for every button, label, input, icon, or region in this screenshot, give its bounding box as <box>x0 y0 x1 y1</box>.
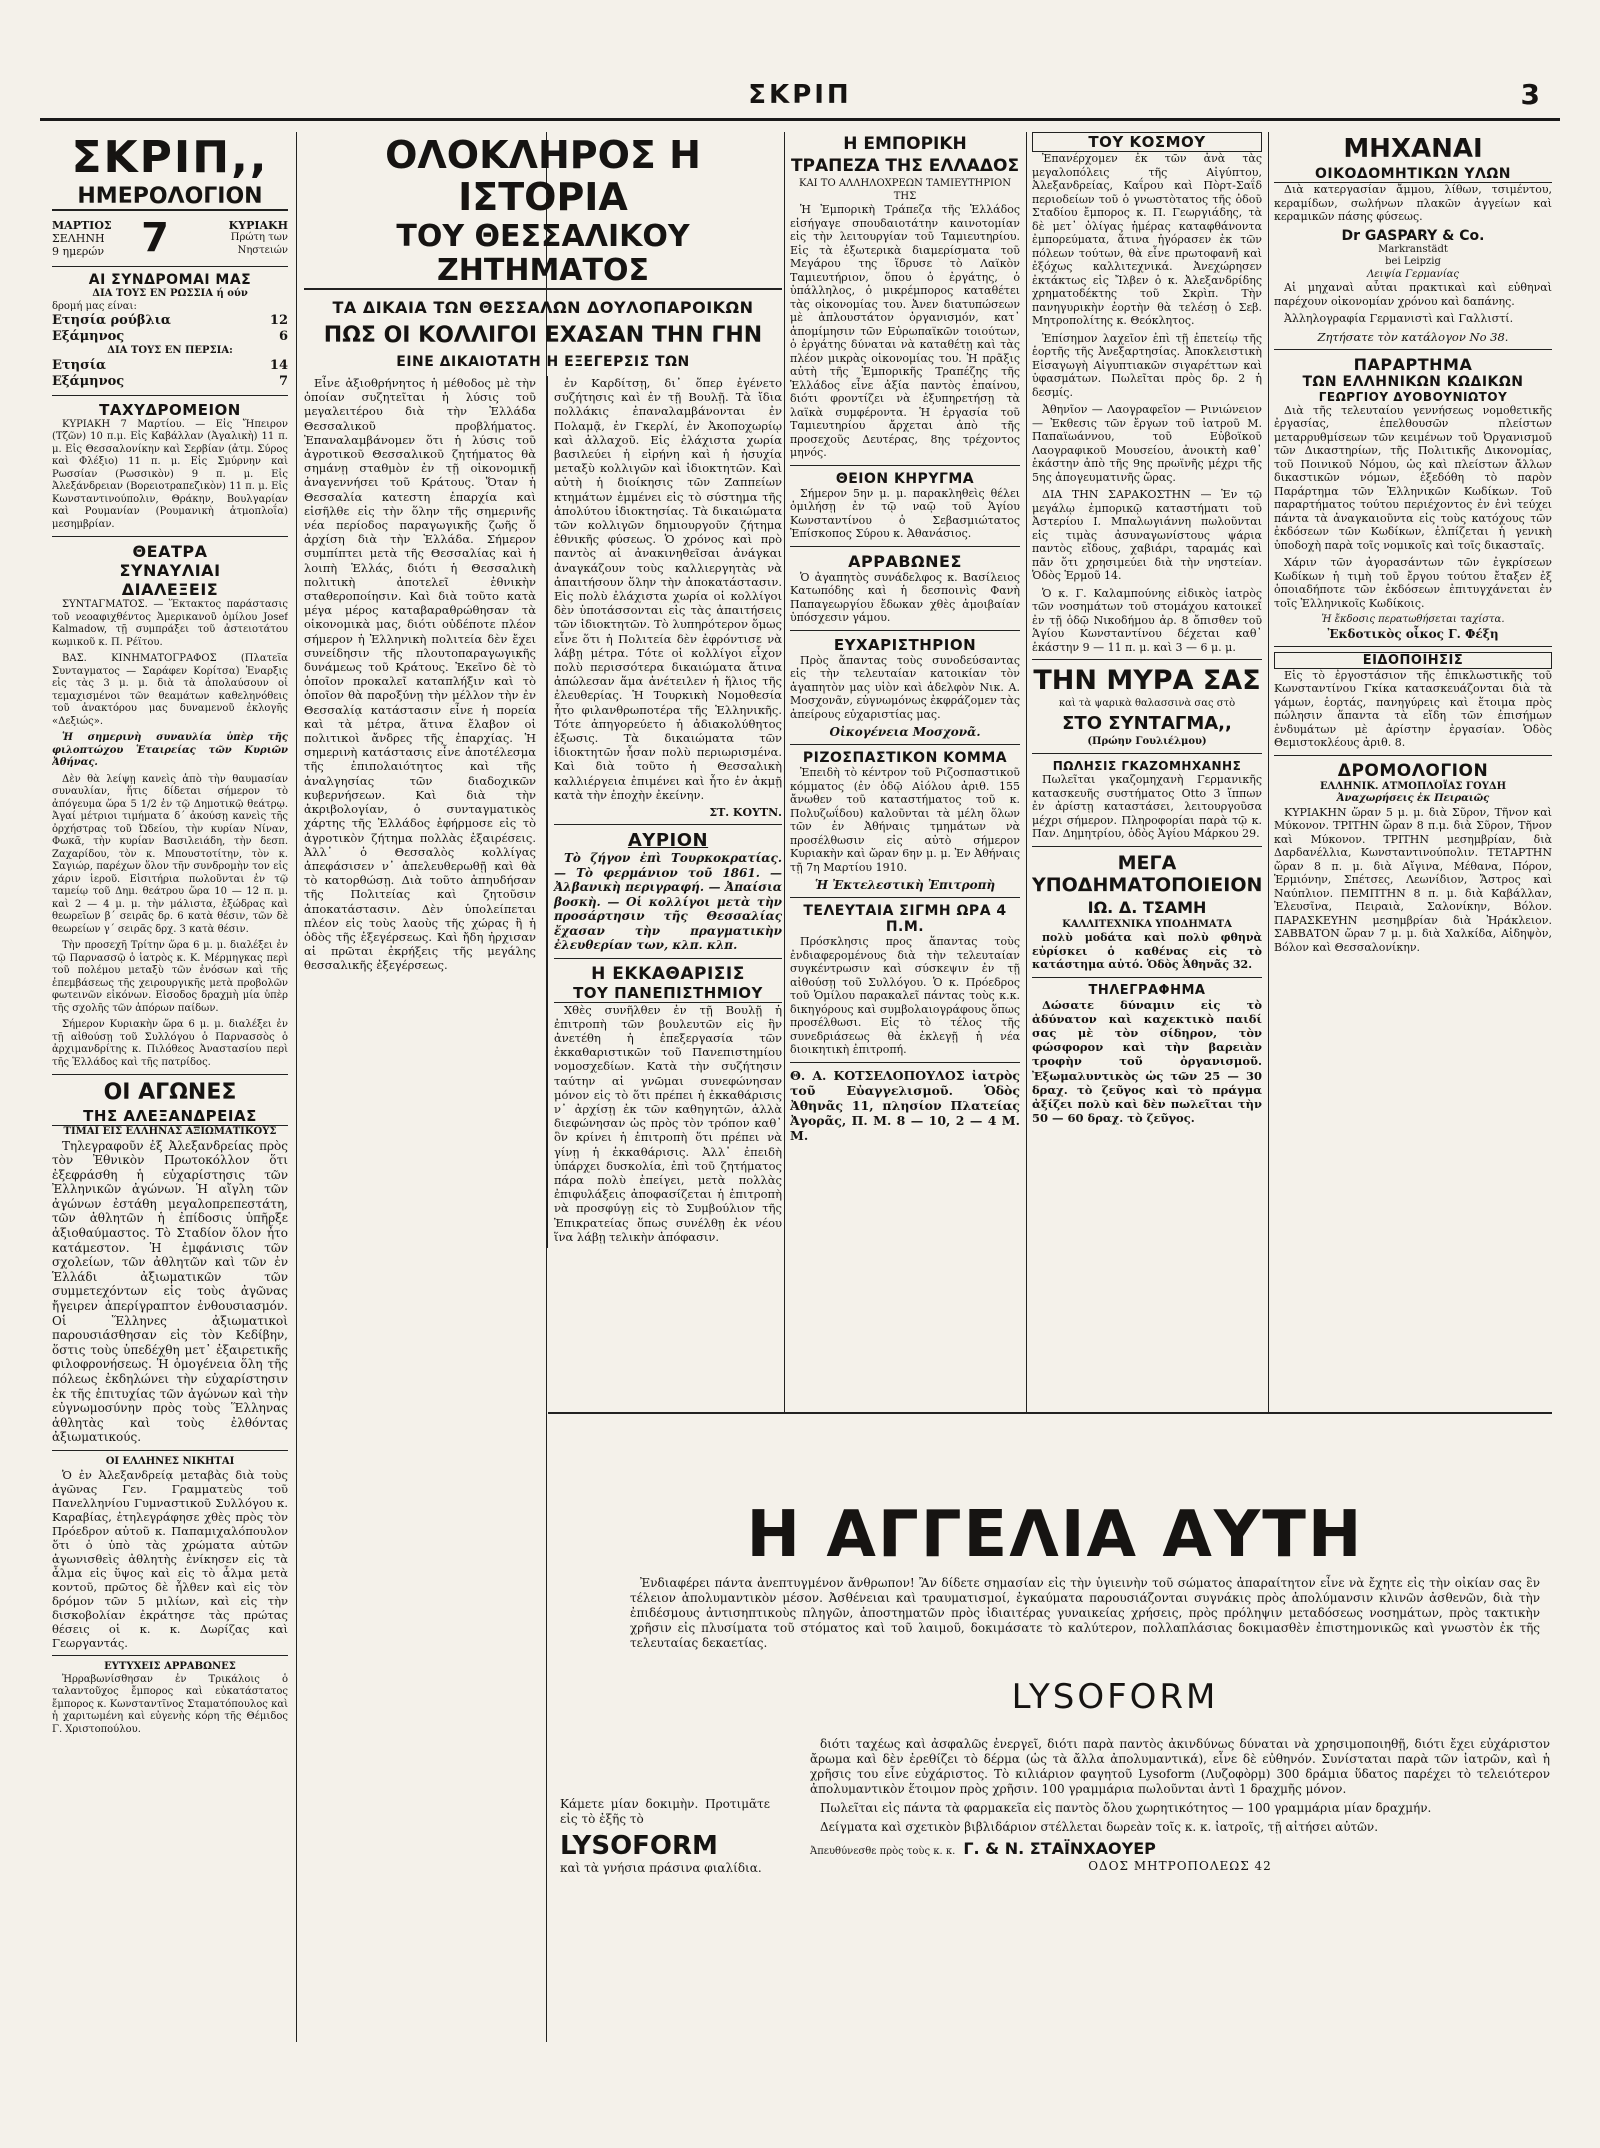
university-heading-sub: ΤΟΥ ΠΑΝΕΠΙΣΤΗΜΙΟΥ <box>554 984 782 1003</box>
games-text: Τηλεγραφοῦν ἐξ Ἀλεξανδρείας πρὸς τὸν Ἐθνικὸν Πρωτοκόλλον ὅτι ἐξεφράσθη ἡ εὐχαρίστησις τῶν Ἐλληνικῶν ἀγώνων. Ἡ αἴγλη τῶν ἀγώνων ἐστάθη μεγαλοπρεπεστάτη, τῶν ἀθλητῶν ἡ ἐπίδοσις ὑπῆρξε ἀξιοθαύμαστος. Τὸ Σταδίον ὅλον ἦτο κατάμεστον. Ἡ ἐμφάνισις τῶν σχολείων, τῶν ἀθλητῶν καὶ τῶν ἐν Ἑλλάδι ἀξιωματικῶν τῶν συμμετεχόντων εἰς τοὺς ἀγῶνας ἤγειρεν ἀπερίγραπτον ἐνθουσιασμόν. Οἱ Ἕλληνες ἀξιωματικοὶ παρουσιάσθησαν εἰς τὸν Κεδίβην, ὅστις τοὺς ὑπεδέχθη μετ᾿ ἐξαιρετικῆς φιλοφρονήσεως. Ἡ ὁμογένεια ὅλη τῆς πόλεως ἐκδηλώνει τὴν εὐχαρίστησιν ἐκ τῆς ἐπιτυχίας τῶν ἀγώνων καὶ τὴν εὐγνωμοσύνην πρὸς τοὺς Ἕλληνας ἀθλητὰς καὶ τοὺς ἐλθόντας ἀξιωματικούς. <box>52 1138 288 1445</box>
almanac-heading: ΗΜΕΡΟΛΟΓΙΟΝ <box>52 184 288 211</box>
machines-text: Διὰ κατεργασίαν ἄμμου, λίθων, τσιμέντου, κεραμίδων, σωλήνων πλακῶν ἀγγείων καὶ κεραμικῶν πάσης φύσεως. <box>1274 183 1552 223</box>
appendix-note: Χάριν τῶν ἀγορασάντων τῶν ἐγκρίσεων Κωδίκων ἡ τιμὴ τοῦ ἔργου τούτου ἔταξεν ἐξ ὁποιαδήποτε τῶν ἐκδόσεων ἐπιτυγχάνεται ἐν τοῖς Ἑλληνικοῖς Κωδίκοις. <box>1274 556 1552 610</box>
thanks-text: Πρὸς ἅπαντας τοὺς συνοδεύσαντας εἰς τὴν τελευταίαν κατοικίαν τὸν ἀγαπητὸν μας υἱὸν καὶ ἀδελφὸν Νικ. Α. Μοσχονᾶν, εὐγνωμόνως ἐκφράζομεν τὰς ἀπείρους εὐχαριστίας μας. <box>790 653 1020 721</box>
agency-text: ΔΙΑ ΤΗΝ ΣΑΡΑΚΟΣΤΗΝ — Ἐν τῷ μεγάλῳ ἐμπορικῷ καταστήματι τοῦ Ἀστερίου Ι. Μπαλωγιάννη πωλοῦνται εἰς τιμὰς ἀσυναγωνίστους ψάρια παντὸς εἴδους, χαβιάρι, ταραμάς καὶ πᾶν ὅτι χρησιμεύει διὰ τὴν νηστείαν. Ὁδὸς Ἑρμοῦ 14. <box>1032 488 1262 582</box>
appendix-author: ΓΕΩΡΓΙΟΥ ΔΥΟΒΟΥΝΙΩΤΟΥ <box>1318 389 1508 404</box>
syntagma-text: ΣΥΝΤΑΓΜΑΤΟΣ. — Ἕκτακτος παράστασις τοῦ νεοαφιχθέντος Ἀμερικανοῦ ὁμίλου Josef Kalmadow, τῇ συμπράξει τοῦ ἀστειοτάτου κωμικοῦ κ. Π. Ρέϊτου. <box>52 599 288 648</box>
ad-try-text: Κάμετε μίαν δοκιμὴν. Προτιμᾶτε εἰς τὸ ἐξῆς τὸ <box>560 1797 770 1826</box>
engagements-text: Ἠρραβωνίσθησαν ἐν Τρικάλοις ὁ ταλαντοῦχος ἔμπορος καὶ εὐκατάστατος ἔμπορος κ. Κωνσταντῖνος Σταματόπουλος καὶ ἡ χαριτωμένη καὶ εὐγενὴς κόρη τῆς Θέμιδος Γ. Χριστοπούλου. <box>52 1673 288 1735</box>
sale-text: Δώσατε δύναμιν εἰς τὸ ἀδύνατον καὶ καχεκτικὸ παιδί σας μὲ τὸν σίδηρον, τὸν φώσφορον καὶ τὴν βαρειὰν τροφὴν τοῦ ὀργανισμοῦ. Ἐξωμαλυντικὸς ὡς τῶν 25 — 30 δραχ. τὸ ζεῦγος καὶ τὸ πράγμα ἀξίζει πολὺ καὶ δὲν πωλεῖται τὴν 50 — 60 δραχ. τὸ ζεῦγος. <box>1032 997 1262 1126</box>
column-rule <box>296 132 297 2042</box>
myra-heading: ΤΗΝ ΜΥΡΑ ΣΑΣ <box>1033 665 1261 696</box>
concert-heading: Ἡ σημερινὴ συναυλία ὑπὲρ τῆς φιλοπτώχου Ἑταιρείας τῶν Κυριῶν Ἀθήνας. <box>52 732 288 768</box>
dress-text: Ἐπίσημον λαχεῖον ἐπὶ τῇ ἐπετείῳ τῆς ἑορτῆς τῆς Ἀνεξαρτησίας. Ἀποκλειστικὴ Εἰσαγωγὴ Αἰγυπτιακῶν σιγαρέττων καὶ ὑφασμάτων. Πωλεῖται πρὸς δρ. 2 ἡ δεσμίς. <box>1032 331 1262 399</box>
post-text: ΚΥΡΙΑΚΗ 7 Μαρτίου. — Εἰς Ἤπειρον (Τζῶν) 10 π.μ. Εἰς Καβάλλαν (Ἀγαλικὴ) 11 π. μ. Εἰς Θεσσαλονίκην καὶ Σερβίαν (ἀτμ. Σύρος καὶ Φλέξιο) 11 π. μ. Εἰς Σμύρνην καὶ Ρωσσίαν (Ρωσσικὸν) 9 π. μ. Εἰς Ἀλεξάνδρειαν (Βορειοτραπεζικὸν) 11 π. μ. Εἰς Κωνσταντινούπολιν, Θράκην, Βουλγαρίαν καὶ Ρουμανίαν (Ρουμανικὴ ἀτμοπλοΐα) μεσημβρίαν. <box>52 418 288 530</box>
myra-heading-sub: ΣΤΟ ΣΥΝΤΑΓΜΑ,, <box>1062 712 1232 734</box>
engagements-heading: ΕΥΤΥΧΕΙΣ ΑΡΡΑΒΩΝΕΣ <box>104 1661 236 1673</box>
ad-body-2: Πωλεῖται εἰς πάντα τὰ φαρμακεῖα εἰς παντὸς ὄλου χωρητικότητος — 100 γραμμάρια μίαν δραχμήν. <box>820 1801 1432 1815</box>
route-text: ΚΥΡΙΑΚΗΝ ὥραν 5 μ. μ. διὰ Σῦρον, Τῆνον καὶ Μύκονον. ΤΡΙΤΗΝ ὥραν 8 π.μ. διὰ Σῦρον, Τῆνον καὶ Μύκονον. ΤΡΙΤΗΝ μεσημβρίαν, διὰ Δαρδανέλλια, Κωνσταντινούπολιν. ΤΕΤΑΡΤΗΝ ὥραν 8 π. μ. διὰ Αἴγινα, Μέθανα, Πόρον, Ἑρμιόνην, Σπέτσες, Λεωνίδιον, Ἄστρος καὶ Ναύπλιον. ΠΕΜΠΤΗΝ 8 π. μ. διὰ Καβάλλαν, Ἐλευσῖνα, Πειραιὰ, Σαλονίκην, Βόλον. ΠΑΡΑΣΚΕΥΗΝ μεσημβρίαν διὰ Ἠράκλειον. ΣΑΒΒΑΤΟΝ ὥραν 7 μ. μ. διὰ Χαλκίδα, Αἰδηψὸν, Βόλον καὶ Θεσσαλονίκην. <box>1274 805 1552 954</box>
column-machines <box>1274 132 1552 1402</box>
article-headline-4: ΠΩΣ ΟΙ ΚΟΛΛΙΓΟΙ ΕΧΑΣΑΝ ΤΗΝ ΓΗΝ <box>323 323 763 348</box>
theatres-heading: ΘΕΑΤΡΑ <box>132 542 208 561</box>
almanac-box <box>52 215 288 261</box>
concert-text: Δὲν θὰ λείψῃ κανεὶς ἀπὸ τὴν θαυμασίαν συναυλίαν, ἥτις δίδεται σήμερον τὸ ἀπόγευμα ὥρα 5 1/2 ἐν τῷ Δημοτικῷ θεάτρῳ. Ἀγαί μέτριοι τιμήματα δ´ ἀκούσῃ κανεὶς τῆς ὀρχήστρας τοῦ Ὠδείου, τὴν κυρίαν Νίναν, Φωκᾶ, τὴν κυρίαν Βασιλειάδη, τὴν δεσπ. Ζαχαρίδου, τὸν κ. Μπουστοτίτην, τὸν κ. Σαγιώρ, παρέχων ὅλον τῆν συνδρομὴν τον εἰς χάριν ἱεροῦ. Εἰσιτήρια πωλοῦνται ἐν τῷ ταμείῳ τοῦ Δημ. θεάτρου ὥρα 10 — 12 π. μ. καὶ 2 — 4 μ. μ. τὴν μάλιστα, ἐξώδρας καὶ θεωρεῖων β´ σειρᾶς δρ. 6 κατὰ θέσιν, τῶν δὲ θεωρείων γ´ σειρᾶς δρχ. 3 κατὰ θέσιν. <box>52 773 288 935</box>
myra-text: καὶ τὰ ψαρικὰ θαλασσινὰ σας στὸ <box>1058 698 1236 709</box>
games-heading: ΟΙ ΑΓΩΝΕΣ <box>103 1080 237 1105</box>
thessaly-signature: ΣΤ. ΚΟΥΤΝ. <box>709 806 782 820</box>
ad-intro: Ἐνδιαφέρει πάντα ἀνεπτυγμένον ἄνθρωπον! Ἂν δίδετε σημασίαν εἰς τὴν ὑγιεινὴν τοῦ σώματος ἀπαραίτητον εἶνε νὰ ἔχητε εἰς τὴν οἰκίαν σας ἓν τέλειον ἀπολυμαντικὸν μέσον. Ἀσθένειαι καὶ τραυματισμοί, ἐγκαύματα παρουσιάζονται συγνάκις πρὸς ἀπολύμανσιν κλινῶν ἀσθενῶν, διὰ τὴν ἐπιδέσμους ἀντισηπτικοὺς πληγῶν, ἀποστηματῶν πρὸς ἰδιαιτέρας γυναικείας χρήσεις, πρὸς πρόληψιν μεταδόσεως νοσημάτων, πρὸς τακτικὴν χρῆσιν εἰς πλυσίματα τοῦ στόματος καὶ τοῦ λαιμοῦ, δοκιμάσατε τὸ καλύτερον, πολλαπλάσιας δοκιμασθὲν ἐπιστημονικῶς καὶ γνωστὸν ἐκ τῆς τελευταίας δεκαετίας. <box>630 1576 1540 1650</box>
sale-heading: ΤΗΛΕΓΡΑΦΗΜΑ <box>1088 982 1206 998</box>
ad-samples: Δείγματα καὶ σχετικὸν βιβλιδάριον στέλλεται δωρεὰν τοῖς κ. κ. ἰατροῖς, τῇ αἰτήσει αὐτῶν. <box>820 1820 1379 1834</box>
article-headline-5: ΕΙΝΕ ΔΙΚΑΙΟΤΑΤΗ Η ΕΞΕΓΕΡΣΙΣ ΤΩΝ <box>396 354 690 370</box>
column-rule <box>784 132 785 1412</box>
games-heading-sub: ΤΗΣ ΑΛΕΞΑΝΔΡΕΙΑΣ <box>52 1107 288 1126</box>
ad-headline: Η ΑΓΓΕΛΙΑ ΑΥΤΗ <box>746 1498 1364 1572</box>
masthead <box>40 78 1560 121</box>
catalogue-text: Ζητήσατε τὸν κατάλογον No 38. <box>1317 329 1509 344</box>
divine-heading: ΘΕΙΟΝ ΚΗΡΥΓΜΑ <box>835 470 975 487</box>
appendix-sub: ΤΩΝ ΕΛΛΗΝΙΚΩΝ ΚΩΔΙΚΩΝ <box>1302 373 1524 390</box>
machines-heading: ΜΗΧΑΝΑΙ <box>1343 134 1483 164</box>
route-heading: ΔΡΟΜΟΛΟΓΙΟΝ <box>1337 760 1489 781</box>
column-rule <box>1026 132 1027 1412</box>
almanac-days: 9 ημερών <box>52 244 105 258</box>
column-almanac <box>52 132 288 2092</box>
bank-text: Ἡ Ἐμπορικὴ Τράπεζα τῆς Ἑλλάδος εἰσήγαγε σπουδαιοτάτην καινοτομίαν εἰς τὴν λειτουργίαν τοῦ Ταμιευτηρίου. Εἰς τὰ ἐξωτερικὰ διαμερίσματα τοῦ Μεγάρου της ἵδρυσε τὸ Λαϊκὸν Ταμιευτήριον, ὅπου ὁ ἐργάτης, ὁ ὑπάλληλος, ὁ μικρέμπορος καταθέτει τὰς οἰκονομίας του. Ἀνεν διατυπώσεων μὲ ἀπλουστάτον ὀργανισμόν, κατ᾿ ἀπομίμησιν τῶν Εὐρωπαϊκῶν τοιούτων, ὁ ἐργάτης δύναται νὰ καταθέτῃ καὶ τὰς πλέον μικρὰς οἰκονομίας του. Ἡ πρᾶξις αὐτὴ τῆς Ἐμπορικῆς Τραπέζης τῆς Ἑλλάδος εἶνε ἀξία παντὸς ἐπαίνου, διότι φροντίζει νὰ ἐξυπηρετήσῃ τὰ λαϊκὰ συμφέροντα. Ἡ ἐργασία τοῦ Ταμιευτηρίου ἄρχεται ἀπὸ τῆς προσεχοῦς Δευτέρας, 8ης τρέχοντος μηνός. <box>790 203 1020 459</box>
column-title: ΣΚΡΙΠ,, <box>71 132 269 183</box>
ad-body: διότι ταχέως καὶ ἀσφαλῶς ἐνεργεῖ, διότι παρὰ παντὸς ἀκινδύνως δύναται νὰ χρησιμοποιηθῇ, διότι ἔχει εὐχάριστον ἄρωμα καὶ δὲν ἐρεθίζει τὸ δέρμα (ὡς τὰ ἄλλα ἀπολυμαντικά), εἶνε δὲ εὐθηνόν. Συνίσταται παρὰ τῶν ἰατρῶν, καὶ ἡ χρῆσις του εἶνε εὐχάριστος. Τὸ κιλιάριον φαγητοῦ Lysoform (Λυζοφὸρμ) 300 δράμια ὕδατος παρέχει τὸ τελειότερον ἀπολυμαντικὸν ἕτοιμον πρὸς χρῆσιν. 100 γραμμάρια πωλοῦνται ἀντὶ 1 δραχμῆς μόνον. <box>810 1737 1550 1796</box>
thanks-heading: ΕΥΧΑΡΙΣΤΗΡΙΟΝ <box>833 635 977 654</box>
doctor-text: Θ. Α. ΚΟΤΣΕΛΟΠΟΥΛΟΣ ἰατρὸς τοῦ Εὐαγγελισμοῦ. Ὁδὸς Ἀθηνᾶς 11, πλησίον Πλατείας Ἀγορᾶς, Π. Μ. 8 — 10, 2 — 4 Μ. Μ. <box>790 1067 1020 1143</box>
greek-text: Πωλεῖται γκαζομηχανὴ Γερμανικῆς κατασκευῆς συστήματος Otto 3 ἵππων ἐν ἀρίστῃ καταστάσει, λειτουργοῦσα μέχρι σήμερον. Πληροφορίαι παρὰ τῷ κ. Παν. Δημητρίου, ὁδὸς Ἁγίου Μάρκου 29. <box>1032 773 1262 840</box>
shoe-heading: ΜΕΓΑ ΥΠΟΔΗΜΑΤΟΠΟΙΕΙΟΝ <box>1032 851 1262 896</box>
machines-sub: ΟΙΚΟΔΟΜΗΤΙΚΩΝ ΥΛΩΝ <box>1274 166 1552 183</box>
lectures-heading: ΔΙΑΛΕΞΕΙΣ <box>121 580 219 599</box>
myra-owner: (Πρώην Γουλιέλμου) <box>1087 735 1207 747</box>
route-sub: ΕΛΛΗΝΙΚ. ΑΤΜΟΠΛΟΪΑΣ ΓΟΥΔΗ <box>1319 780 1507 792</box>
appendix-text: Διὰ τῆς τελευταίου γεννήσεως νομοθετικῆς ἐργασίας, ἐπελθουσῶν πλείστων μεταρρυθμίσεων τῶν κειμένων τοῦ Ὀργανισμοῦ τῶν Δικαστηρίων, τῆς Πολιτικῆς Δικονομίας, τοῦ Ποινικοῦ Νόμου, ὡς καὶ πλείστων ἄλλων δικαστικῶν νόμων, ἐξεδόθη τὸ παρὸν Παράρτημα τῶν Ἑλληνικῶν Κωδίκων. Τοῦ παραρτήματος τούτου περιέχοντος ἐν ἑνὶ τεύχει πάντα τὰ ἀναγκαιοῦντα εἰς τοὺς κατόχους τῶν ἐκδόσεων τῶν Κωδίκων, ἐλπίζεται ἡ γενικὴ ὑποδοχὴ παρὰ τοῖς νομικοῖς καὶ τοῖς δικασταῖς. <box>1274 403 1552 552</box>
notices-text: Εἰς τὸ ἐργοστάσιον τῆς ἐπικλωστικῆς τοῦ Κωνσταντίνου Γκίκα κατασκευάζονται διὰ τὰ γάμων, ἑορτάς, πανηγύρεις καὶ ἕτοιμα πρὸς πώλησιν ἅπαντα τὰ εἴδη τῶν ἐπισήμων ἐνδυμάτων μὲ ἀρίστην ἐργασίαν. Ὁδὸς Θεμιστοκλέους ἀριθ. 8. <box>1274 668 1552 749</box>
subs-russia-sub: δρομή μας είναι: <box>52 300 137 312</box>
almanac-day-number: 7 <box>141 215 169 261</box>
thanks-signature: Οἰκογένεια Μοσχονᾶ. <box>829 725 981 739</box>
page-number: 3 <box>1520 78 1540 111</box>
lecture-text: Τὴν προσεχῆ Τρίτην ὥρα 6 μ. μ. διαλέξει ἐν τῷ Παρνασσῷ ὁ ἰατρὸς κ. Κ. Μέρμηγκας περὶ τοῦ πολέμου μεταξὺ τῶν ἐνόσων καὶ τῆς ἐπεμβάσεως τῆς χειρουργικῆς μετὰ προβολῶν φωτεινῶν εἰκόνων. Εἰσοδος δραχμὴ μία ὑπὲρ τῆς σχολῆς τῶν ἀπόρων παίδων. <box>52 940 288 1014</box>
subs-row: Ετησία ρούβλια 12 <box>52 313 288 328</box>
thessaly-text-left: Εἶνε ἀξιοθρήνητος ἡ μέθοδος μὲ τὴν ὁποίαν συζητεῖται ἡ λύσις τοῦ μεγαλειτέρου διὰ τὴν Ἑλλάδα Θεσσαλικοῦ προβλήματος. Ἐπαναλαμβάνομεν ὅτι ἡ λύσις τοῦ ἀγροτικοῦ Θεσσαλικοῦ ζητήματος θὰ σημάνῃ σταθμὸν ἐν τῇ οἰκονομικῇ ἀναγεννήσει τοῦ Κράτους. Ὅταν ἡ Θεσσαλία κατεστη ἐπαρχία καὶ εἰσῆλθε εἰς τὴν ὅλην τῆς σημερινῆς νέα περίοδος παραγωγικῆς ζωῆς ὅ ἀρχίση διὰ τὴν Ἑλλάδα. Σήμερον συμπίπτει μετὰ τῆς Θεσσαλίας καὶ ἡ λοιπὴ Ἑλλάς, διότι ἡ Θεσσαλικὴ πολιτικὴ ἀποτελεῖ ἐθνικὴν σταθεροποίησιν. Καὶ διὰ τοῦτο κατὰ μέγα μέρος καταβαραθρώθησαν τὰ οἰκονομικὰ μας, διότι οὐδέποτε πλέον σήμερον ἡ Ἑλληνικὴ πολιτεία δὲν ἔχει συνείδησιν τῆς πλουτοπαραγωγικῆς δυνάμεως τοῦ Κράτους. Ἐκεῖνο δὲ τὸ ὁποῖον προκαλεῖ καταπλήξιν καὶ τὸ ὁποῖον θὰ παροξύνῃ τὴν μέλλον τὴν ἐν Θεσσαλίᾳ κατάστασιν εἶνε ἡ πορεία καὶ τὰ μέτρα, ἅτινα ἔλαβον οἱ πολιτικοὶ ἄνδρες τῆς ἐπαρχίας. Ἡ σημερινὴ κατάστασις εἶνε ἀποτέλεσμα τῆς ἐπιπολαιότητος καὶ τῆς ἀναλγησίας τῶν διαδοχικῶν κυβερνήσεων. Καὶ διὰ τὴν ἀκριβολογίαν, ὁ συνταγματικὸς χάρτης τῆς Ἑλλάδος ἐφήρμοσε εἰς τὸ ἀγροτικὸν ζήτημα πολλὰς ἐξαιρέσεις. Ἀλλ᾿ ὁ Θεσσαλὸς κολλίγας ἀπεφάσισεν ν᾿ ἀπελευθερωθῇ καὶ θὰ τὸ κατορθώσῃ. Διὰ τοῦτο ἀπηυδήσαν τῆς Πολιτείας καὶ ζητοῦσιν ἀποκατάστασιν. Δὲν ὑπολείπεται πλέον εἰς τοὺς λαοὺς τῆς χώρας ἢ ἡ ὁδὸς τῆς ἐξεγέρσεως. Καὶ ἤδη ἠρχισαν αἱ πρῶται ἐκρήξεις τῆς μεγάλης θεσσαλικῆς ἐξεγέρσεως. <box>304 376 536 973</box>
ad-agent-name: Γ. & Ν. ΣΤΑΪΝΧΑΟΥΕΡ <box>963 1839 1156 1858</box>
subs-row: Εξάμηνος 7 <box>52 373 288 389</box>
ad-agent-address: ΟΔΟΣ ΜΗΤΡΟΠΟΛΕΩΣ 42 <box>1088 1858 1272 1873</box>
machines-note: Αἱ μηχαναὶ αὗται πρακτικαὶ καὶ εὐθηναὶ παρέχουν οἰκονομίαν χρόνου καὶ δαπάνης. <box>1274 281 1552 308</box>
engage-heading: ΑΡΡΑΒΩΝΕΣ <box>848 551 962 571</box>
engage-text: Ὁ ἀγαπητὸς συνάδελφος κ. Βασίλειος Κατωπόδης καὶ ἡ δεσποινὶς Φανὴ Παπαγεωργίου ἔδωκαν χθὲς ἀμοιβαίαν ὑπόσχεσιν γάμου. <box>790 570 1020 624</box>
bank-heading-sub: ΤΡΑΠΕΖΑ ΤΗΣ ΕΛΛΑΔΟΣ <box>790 156 1020 176</box>
ad-try-product: LYSOFORM <box>560 1831 718 1861</box>
athenian-text: Ἀθηνῖον — Λαογραφεῖον — Ρινιώνειον — Ἐκθεσις τῶν ἔργων τοῦ ἰατροῦ Μ. Παπαϊωάννου, τοῦ Εὐβοϊκοῦ Λαογραφικοῦ Μουσείου, ἀνοικτὴ καθ᾿ ἑκάστην ἀπὸ τῆς 9ης πρωϊνῆς μέχρι τῆς 5ης ἀπογευματινῆς ὥρας. <box>1032 403 1262 484</box>
subs-persia-heading: ΔΙΑ ΤΟΥΣ ΕΝ ΠΕΡΣΙΑ: <box>107 345 233 356</box>
appendix-heading: ΠΑΡΑΡΤΗΜΑ <box>1353 354 1473 374</box>
subscriptions-heading: ΑΙ ΣΥΝΔΡΟΜΑΙ ΜΑΣ <box>88 272 252 288</box>
almanac-weekday: ΚΥΡΙΑΚΗ <box>228 219 288 232</box>
games-subhead: ΤΙΜΑΙ ΕΙΣ ΕΛΛΗΝΑΣ ΑΞΙΩΜΑΤΙΚΟΥΣ <box>63 1126 277 1137</box>
article-headline-3: ΤΑ ΔΙΚΑΙΑ ΤΩΝ ΘΕΣΣΑΛΩΝ ΔΟΥΛΟΠΑΡΟΙΚΩΝ <box>332 298 754 317</box>
publisher-name: Ἐκδοτικὸς οἶκος Γ. Φέξη <box>1327 626 1499 641</box>
final-text: Πρόσκλησις προς ἅπαντας τοὺς ἐνδιαφερομένους διὰ τὴν τελευταίαν συγκέντρωσιν καὶ σύσκεψιν ἐν τῇ αἰθούσῃ τοῦ Συλλόγου. Ὁ κ. Πρόεδρος τοῦ Ὁμίλου παρακαλεῖ πάντας τοὺς κ.κ. δικηγόρους καὶ συμβολαιογράφους ὅπως προσέλθωσι. Εἰς τὸ τέλος τῆς συνεδριάσεως θὰ ἐκλεγῇ ἡ νέα διοικητικὴ ἐπιτροπή. <box>790 935 1020 1056</box>
shoe-text: πολὺ μοδάτα καὶ πολὺ φθηνὰ εὐρίσκει ὁ καθένας εἰς τὸ κατάστημα αὐτό. Ὁδὸς Ἀθηνᾶς 32. <box>1032 931 1262 971</box>
greek-heading: ΠΩΛΗΣΙΣ ΓΚΑΖΟΜΗΧΑΝΗΣ <box>1052 759 1242 773</box>
shoe-name: ΙΩ. Δ. ΤΣΑΜΗ <box>1087 897 1207 917</box>
agent-text: Ἀλληλογραφία Γερμανιστὶ καὶ Γαλλιστί. <box>1284 312 1514 325</box>
kalamp-text: Ὁ κ. Γ. Καλαμπούνης εἰδικὸς ἰατρὸς τῶν νοσημάτων τοῦ στομάχου κατοικεῖ ἐν τῇ ὁδῷ Νικοδήμου ἀρ. 8 ὄπισθεν τοῦ Ἁγίου Κωνσταντίνου δέχεται καθ᾿ ἑκάστην 9 — 11 π. μ. καὶ 3 — 6 μ. μ. <box>1032 586 1262 654</box>
subs-row: Εξάμηνος 6 <box>52 329 288 344</box>
subs-russia-heading: ΔΙΑ ΤΟΥΣ ΕΝ ΡΩΣΣΙΑ ή ούν <box>92 288 248 299</box>
cinema-text: ΒΑΣ. ΚΙΝΗΜΑΤΟΓΡΑΦΟΣ (Πλατεῖα Συνταγματος — Σαράφεν Κορίτσα) Ἐναρξις εἰς τὰς 3 μ. μ. διὰ τὰ ἀπολαύσουν οἱ τεμαχισμένοι τῶν θεαμάτων καθεληνόθεις τοῦ ἀνακτόρου μας δυναμενοῦ ἐκλογῆς «Δεξιώς». <box>52 653 288 727</box>
ad-product: LYSOFORM <box>1011 1677 1219 1717</box>
party-signature: Ἡ Ἐκτελεστικὴ Ἐπιτροπὴ <box>814 878 996 892</box>
divine-text: Σήμερον 5ην μ. μ. παρακληθεὶς θέλει ὁμιλήσῃ ἐν τῷ ναῷ τοῦ Ἁγίου Κωνσταντίνου ὁ Σεβασμιώτατος Ἐπίσκοπος Σύρου κ. Ἀθανάσιος. <box>790 486 1020 540</box>
world-text: Ἐπανέρχομεν ἐκ τῶν ἀνὰ τὰς μεγαλοπόλεις τῆς Αἰγύπτου, Ἀλεξανδρείας, Καΐρου καὶ Πὸρτ-Σαΐδ περιοδείων τοῦ ὁ γνωστὸτατος τῆς ὁδοῦ Σταδίου ἔμπορος κ. Π. Γεωργιάδης, τὰ δὲ μετ᾿ ὀλίγας ἡμέρας καταφθάνοντα ἐμπορεύματα, ἅτινα ἠγόρασεν ἐκ τῶν πόλεων τούτων, θὰ εἶνε πρωτοφανῆ καὶ ἐξόχως καλλιτεχνικά. Ἀνεχώρησεν ἐκτάκτως εἰς Ἴλβεν ὁ κ. Ἀλεξανδρίδης χρηματοδέκτης τοῦ Σκρὶπ. Τὴν πανηγυρικὴν ἐορτὴν θὰ τελέσῃ ὁ Σεβ. Μητροπολίτης κ. Θεόκλητος. <box>1032 152 1262 327</box>
ad-rule <box>548 1412 1552 1414</box>
column-bank <box>790 132 1020 1402</box>
ad-agent-prefix: Ἀπευθύνεσθε πρὸς τοὺς κ. κ. <box>810 1846 956 1857</box>
masthead-title: ΣΚΡΙΠ <box>748 80 852 110</box>
notices-heading: ΕΙΔΟΠΟΙΗΣΙΣ <box>1274 652 1552 669</box>
concerts-heading: ΣΥΝΑΥΛΙΑΙ <box>119 561 221 580</box>
article-headline-sub: ΤΟΥ ΘΕΣΣΑΛΙΚΟΥ ΖΗΤΗΜΑΤΟΣ <box>304 220 782 290</box>
university-heading: Η ΕΚΚΑΘΑΡΙΣΙΣ <box>591 963 745 984</box>
ad-try-text-2: καὶ τὰ γνήσια πράσινα φιαλίδια. <box>560 1861 762 1875</box>
almanac-month: ΜΑΡΤΙΟΣ <box>52 218 112 232</box>
party-text: Ἐπειδὴ τὸ κέντρον τοῦ Ριζοσπαστικοῦ κόμματος (ἐν ὁδῷ Αἰόλου ἀριθ. 155 ἄνωθεν τοῦ καταστήματος τοῦ κ. Πολυζωΐδου) καλοῦνται τὰ μέλη ὅλων τῶν ἐν Ἀθήναις τμημάτων νὰ προσέλθωσιν εἰς αὐτὸ σήμερον Κυριακὴν καὶ ὥραν 6ην μ. μ. Ἐν Ἀθήναις τῇ 7η Μαρτίου 1910. <box>790 766 1020 874</box>
party-heading: ΡΙΖΟΣΠΑΣΤΙΚΟΝ ΚΟΜΜΑ <box>802 750 1008 766</box>
university-text: Χθὲς συνῆλθεν ἐν τῇ Βουλῇ ἡ ἐπιτροπὴ τῶν βουλευτῶν εἰς ἣν ἀνετέθη ἡ ἐπεξεργασία τῶν ἐκκαθαριστικῶν τοῦ Πανεπιστημίου νομοσχεδίων. Κατὰ τὴν συζήτησιν ταύτην αἱ γνῶμαι συνεφώνησαν μόνον εἰς τὸ ὅτι πρέπει ἡ ἐκκαθάρισις ν᾿ ἀρχίσῃ ἐκ τῶν καθηγητῶν, ἀλλὰ διεφώνησαν ὡς πρὸς τὸν τρόπον καθ᾿ ὃν κρίνει ἡ ἐπιτροπὴ ὅτι πρέπει νὰ γίνῃ ἡ ἐκκαθάρισις. Ἀλλ᾿ ἐπειδὴ ὑπάρχει δυσκολία, ἐπὶ τοῦ ζητήματος πάρα πολὺ ἐπείγει, μετὰ πολλὰς ἐπιφυλάξεις ἀποφασίζεται ἡ ἐπιτροπὴ νὰ προσφύγῃ εἰς τὸ Συμβούλιον τῆς Ἐπικρατείας ὅπως συνέλθῃ ἐκ νέου ἵνα λάβῃ τελικὴν ἀπόφασιν. <box>554 1002 782 1244</box>
shoe-sub: ΚΑΛΛΙΤΕΧΝΙΚΑ ΥΠΟΔΗΜΑΤΑ <box>1062 918 1232 930</box>
column-rule <box>1268 132 1269 1412</box>
thessaly-text-right: ἐν Καρδίτσῃ, δι᾿ ὅπερ ἐγένετο συζήτησις καὶ ἐν τῇ Βουλῇ. Τὰ ἴδια πολλάκις ἐπαναλαμβάνονται ἐν Πολαμᾷ, ἐν Γκερλί, ἐν Ἀκοποχωρίῳ καὶ ἀλλαχοῦ. Εἰς ἐλάχιστα χωρία βασιλεύει ἡ εἰρήνη καὶ ἡ ἡσυχία μεταξὺ κολλιγῶν καὶ ἰδιοκτητῶν. Καὶ αὐτὴ ἡ διοίκησις τῶν Ζαππείων κτημάτων ἐμμένει εἰς τὸ σύστημα τῆς ἀπολύτου ἰδιοκτησίας. Τὰ δικαιώματα τῶν κολλιγῶν δημιουργοῦν ζήτημα ἐθνικῆς φύσεως. Ὁ χρόνος καὶ πρὸ παντὸς αἱ ἀνακινηθεῖσαι ἀνάγκαι ἀναγκάζουν τοὺς καλλιεργητὰς νὰ ἀπαιτήσουν ὅλην τὴν ἀποκατάστασιν. Εἰς πολὺ ἐλάχιστα χωρία οἱ κολλίγοι δὲν ὑποτάσσονται εἰς τὰς ἀπαιτήσεις τῶν ἰδιοκτητῶν. Τὸ λυπηρότερον ὅμως εἶνε ὅτι ἡ Πολιτεία δὲν ἐφρόντισε νὰ λάβῃ μέτρα. Τότε οἱ κολλίγοι εἶχον πολὺ περισσότερα δικαιώματα ἅτινα ἀπώλεσαν ἅμα ἀνέτειλεν ἡ ἥλιος τῆς ἐλευθερίας. Ἡ Τουρκικὴ Νομοθεσία ἦτο φιλανθρωποτέρα τῆς Ἑλληνικῆς. Τότε ἀπηγορεύετο ἡ ἀδιακολύθητος ἐξωσις. Τὰ δικαιώματα τῶν ἰδιοκτητῶν ἦσαν πολὺ περιωρισμένα. Καὶ διὰ τοῦτο ἡ Θεσσαλικὴ καλλιέργεια ἐπιμένει καὶ ἦτο ἐν ἀκμῇ κατὰ τὴν ἐποχὴν ἐκείνην. <box>554 376 782 802</box>
maker-name: Dr GASPARY & Co. <box>1341 227 1485 244</box>
bank-heading-3: ΚΑΙ ΤΟ ΑΛΛΗΛΟΧΡΕΩΝ ΤΑΜΙΕΥΤΗΡΙΟΝ ΤΗΣ <box>798 178 1012 202</box>
almanac-moon: ΣΕΛΗΝΗ <box>52 231 105 245</box>
final-heading: ΤΕΛΕΥΤΑΙΑ ΣΙΓΜΗ ΩΡΑ 4 Π.Μ. <box>803 903 1007 935</box>
bank-heading: Η ΕΜΠΟΡΙΚΗ <box>843 134 967 154</box>
tomorrow-heading: ΑΥΡΙΟΝ <box>627 830 709 852</box>
lysoform-advertisement <box>560 1420 1550 1980</box>
sunday-lecture-text: Σήμερον Κυριακὴν ὥρα 6 μ. μ. διαλέξει ἐν τῇ αἰθούσῃ τοῦ Συλλόγου ὁ Παρνασσὸς ὁ ἀρχιμανδρίτης κ. Πιλόθεος Ἀναστασίου περὶ τῆς Ἑλλάδος καὶ τῆς πατρίδος. <box>52 1019 288 1068</box>
tomorrow-text: Τὸ ζήγον ἐπὶ Τουρκοκρατίας. — Τὸ φερμάνιον τοῦ 1861. — Ἀλβανικὴ περιγραφή. — Ἀπαίσια βοσκὴ. — Οἱ κολλίγοι μετὰ τὴν προσάρτησιν τῆς Θεσσαλίας ἔχασαν τὴν πραγματικὴν ἐλευθερίαν των, κλπ. κλπ. <box>554 851 782 953</box>
world-heading: ΤΟΥ ΚΟΣΜΟΥ <box>1032 132 1262 152</box>
post-heading: ΤΑΧΥΔΡΟΜΕΙΟΝ <box>99 400 241 419</box>
maker-city: bei Leipzig <box>1385 256 1441 267</box>
article-headline-main: ΟΛΟΚΛΗΡΟΣ Η ΙΣΤΟΡΙΑ <box>385 133 701 219</box>
maker-country: Λειψία Γερμανίας <box>1367 268 1459 280</box>
column-world <box>1032 132 1262 1402</box>
almanac-moon-note: Πρώτη των Νηστειών <box>230 232 288 256</box>
victors-heading: ΟΙ ΕΛΛΗΝΕΣ ΝΙΚΗΤΑΙ <box>105 1455 235 1467</box>
publisher-text: Ἡ ἔκδοσις περατωθήσεται ταχίστα. <box>1321 614 1505 625</box>
route-sub2: Ἀναχωρήσεις ἐκ Πειραιῶς <box>1336 793 1490 804</box>
subs-row: Ετησία 14 <box>52 357 288 373</box>
maker-place: Markranstädt <box>1378 243 1448 255</box>
victors-text: Ὁ ἐν Ἀλεξανδρείᾳ μεταβὰς διὰ τοὺς ἀγῶνας Γεν. Γραμματεὺς τοῦ Πανελληνίου Γυμναστικοῦ Συλλόγου κ. Καραβίας, ἐτηλεγράφησε χθὲς πρὸς τὸν Πρόεδρον αὐτοῦ κ. Παπαμιχαλόπουλον ὅτι ὁ ὑπὸ τὰς χρώματα αὐτῶν ἀγωνισθεὶς ἀθλητὴς ἐνίκησεν εἰς τὰ ἆλμα εἰς ὕψος καὶ εἰς τὸ ἆλμα μετὰ κοντοῦ, πρῶτος δὲ ἦλθεν καὶ εἰς τὸν δρόμον τῶν 5 μιλίων, καὶ εἰς τὴν δισκοβολίαν ἐκράτησε τὰς πρώτας θέσεις οἱ κ. κ. Δωρίζας καὶ Γεωργαντάς. <box>52 1468 288 1651</box>
